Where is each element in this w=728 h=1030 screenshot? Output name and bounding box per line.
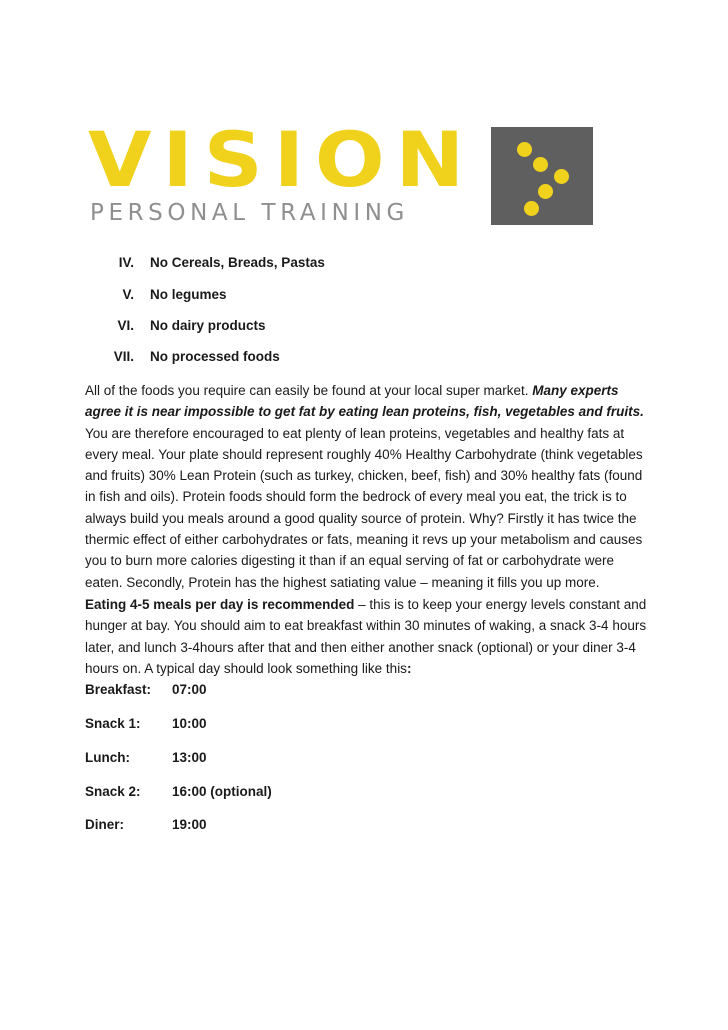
paragraph-text <box>85 594 650 679</box>
list-text: No processed foods <box>150 349 280 364</box>
five-dot-arrow-icon <box>491 127 593 225</box>
paragraph-emphasis: Many experts agree it is near impossible to get fat by eating lean proteins, fish, vegetables and fruits. <box>85 383 644 420</box>
list-number: VI. <box>117 318 134 333</box>
schedule-row <box>85 750 207 765</box>
schedule-label: Snack 1: <box>85 716 141 731</box>
schedule-label: Snack 2: <box>85 784 141 799</box>
schedule-label: Breakfast: <box>85 682 152 697</box>
logo-dot <box>538 184 553 199</box>
paragraph-body: You are therefore encouraged to eat plenty of lean proteins, vegetables and healthy fats at every meal. Your plate should represent roughly 40% Healthy Carbohydrate (think vegetables and fruits) 30% Lean Protein (such as turkey, chicken, beef, fish) and 30% healthy fats (found in fish and oils). Protein foods should form the bedrock of every meal you eat, the trick is to always build you meals around a good quality source of protein. Why? Firstly it has twice the thermic effect of either carbohydrates or fats, meaning it revs up your metabolism and causes you to burn more calories digesting it than if an equal serving of fat or carbohydrate were eaten. Secondly, Protein has the highest satiating value – meaning it fills you up more. <box>85 425 643 590</box>
paragraph-foods <box>85 380 650 593</box>
logo-wordmark <box>88 115 475 232</box>
paragraph-text <box>85 380 650 593</box>
logo-dot <box>533 157 548 172</box>
list-number: IV. <box>118 255 134 270</box>
paragraph-intro: All of the foods you require can easily be found at your local super market. <box>85 383 533 398</box>
schedule-time: 07:00 <box>172 682 207 697</box>
schedule-label: Diner: <box>85 817 125 832</box>
schedule-time: 10:00 <box>172 716 207 731</box>
list-number: VII. <box>113 349 134 364</box>
schedule-row <box>85 682 207 697</box>
list-text: No Cereals, Breads, Pastas <box>150 255 325 270</box>
schedule-time: 13:00 <box>172 750 207 765</box>
logo-subtitle: PERSONAL TRAINING <box>90 200 409 226</box>
list-text: No dairy products <box>150 318 266 333</box>
schedule-label: Lunch: <box>85 750 130 765</box>
logo-dot <box>554 169 569 184</box>
schedule-row <box>85 716 207 731</box>
paragraph-colon: : <box>406 660 412 676</box>
schedule-time: 16:00 (optional) <box>172 784 272 799</box>
list-text: No legumes <box>150 287 227 302</box>
logo-dot <box>524 201 539 216</box>
schedule-time: 19:00 <box>172 817 207 832</box>
logo-dot <box>517 142 532 157</box>
paragraph-meals <box>85 594 650 679</box>
logo-title: VISION <box>88 115 475 204</box>
paragraph-lead: Eating 4-5 meals per day is recommended <box>85 597 355 612</box>
schedule-row <box>85 817 207 832</box>
schedule-row <box>85 784 272 799</box>
list-number: V. <box>122 287 134 302</box>
paragraph-body: – this is to keep your energy levels constant and hunger at bay. You should aim to eat breakfast within 30 minutes of waking, a snack 3-4 hours later, and lunch 3-4hours after that and then either another snack (optional) or your diner 3-4 hours on. A typical day should look something like this <box>85 597 647 676</box>
